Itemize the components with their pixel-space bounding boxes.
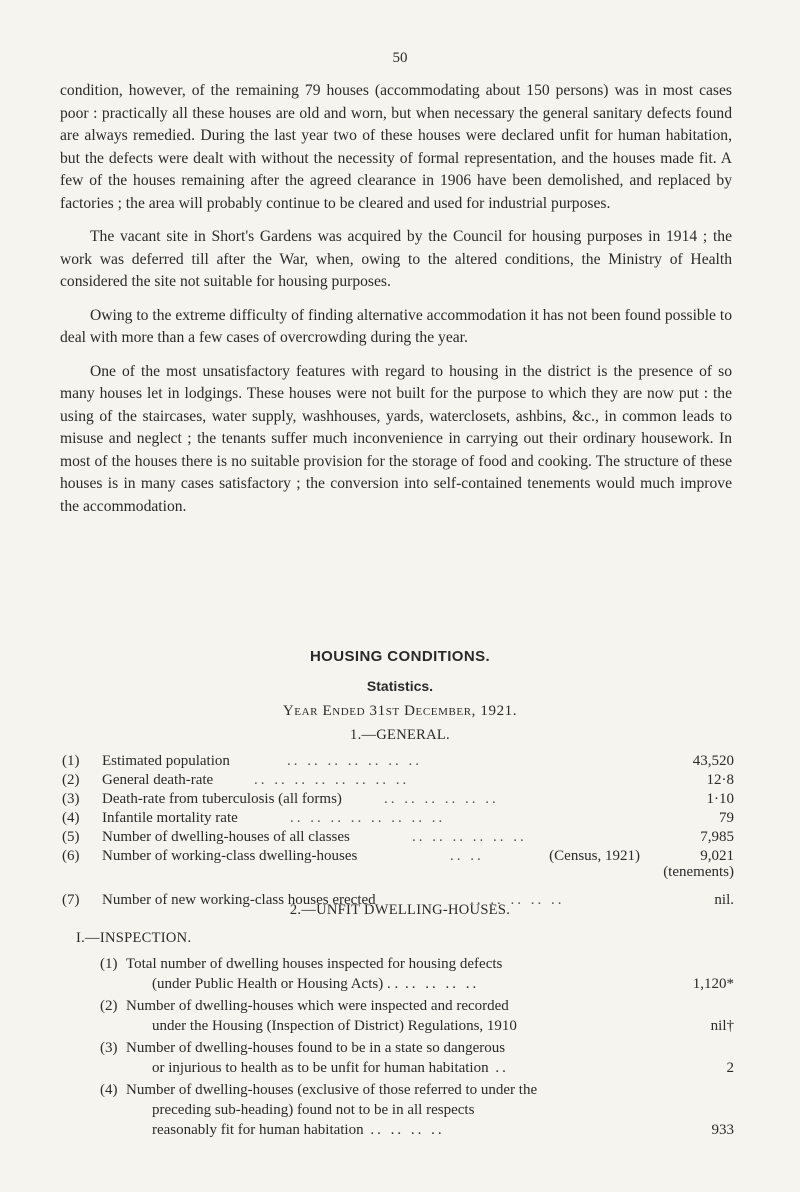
item-number: (3)	[100, 1040, 118, 1056]
item-number: (4)	[100, 1082, 118, 1098]
general-stats-table	[62, 752, 734, 910]
stat-row	[62, 828, 734, 847]
stat-value: 12·8	[706, 772, 734, 788]
inspection-item	[100, 1038, 734, 1078]
section-heading-unfit: 2.—UNFIT DWELLING-HOUSES.	[289, 902, 511, 918]
item-text: Number of dwelling-houses found to be in a state so dangerous	[126, 1040, 506, 1056]
stat-number: (3)	[62, 791, 80, 807]
stat-label: Number of new working-class houses erected	[102, 892, 376, 908]
leader-dots: .. .. .. .. .. ..	[412, 829, 527, 845]
item-text: reasonably fit for human habitation .. .. .. ..	[152, 1122, 445, 1138]
inspection-list	[100, 954, 734, 1142]
stat-row	[62, 847, 734, 866]
inspection-item	[100, 996, 734, 1036]
leader-dots: .. .. .. .. .. .. .. ..	[290, 810, 446, 826]
paragraph: One of the most unsatisfactory features with regard to housing in the district is the presence of so many houses let in lodgings. These houses were not built for the purpose to which they are now put : the using of the staircases, water supply, washhouses, yards, waterclosets, ashbins, &c., in common leads to misuse and neglect ; the tenants suffer much inconvenience in carrying out their ordinary housework. In most of the houses there is no suitable provision for the storage of food and cooking. The structure of these houses is in many cases satisfactory ; the conversion into self-contained tenements would much improve the accommodation.	[60, 362, 732, 515]
inspection-item	[100, 954, 734, 994]
stat-label: General death-rate	[102, 772, 214, 788]
stat-label: Death-rate from tuberculosis (all forms)	[102, 791, 342, 807]
stat-value: 9,021	[700, 848, 734, 864]
stat-census-note: (Census, 1921)	[549, 848, 640, 864]
stat-number: (1)	[62, 753, 80, 769]
stat-label: Number of dwelling-houses of all classes	[102, 829, 350, 845]
stat-value: 79	[719, 810, 734, 826]
stat-row	[62, 809, 734, 828]
year-heading: Year Ended 31st December, 1921.	[282, 703, 518, 719]
inspection-item	[100, 1080, 734, 1140]
main-heading: HOUSING CONDITIONS.	[309, 648, 491, 665]
item-number: (2)	[100, 998, 118, 1014]
stat-subnote	[62, 866, 734, 888]
stat-row	[62, 752, 734, 771]
item-text: (under Public Health or Housing Acts) . . .. .. .. ..	[152, 976, 480, 992]
leader-dots: .. .. .. .. .. .. .. ..	[254, 772, 410, 788]
stat-row	[62, 790, 734, 809]
item-value: 2	[726, 1060, 734, 1076]
stat-value: nil.	[714, 892, 734, 908]
stat-number: (2)	[62, 772, 80, 788]
stat-number: (5)	[62, 829, 80, 845]
leader-dots: .. .. .. .. .. ..	[384, 791, 499, 807]
item-text: Number of dwelling-houses (exclusive of those referred to under the	[126, 1082, 538, 1098]
leader-dots: .. .. .. .. .. .. ..	[287, 753, 422, 769]
paragraph: condition, however, of the remaining 79 houses (accommodating about 150 persons) was in most cases poor : practically all these houses are old and worn, but when necessary the general sanitary defects found are always remedied. During the last year two of these houses were declared unfit for human habitation, but the defects were dealt with without the necessity of formal representation, and the houses made fit. A few of the houses remaining after the agreed clearance in 1906 have been demolished, and replaced by factories ; the area will probably continue to be cleared and used for industrial purposes.	[60, 82, 732, 212]
stat-value: 43,520	[692, 753, 734, 769]
stat-label: Estimated population	[102, 753, 230, 769]
item-text: Number of dwelling-houses which were inspected and recorded	[126, 998, 509, 1014]
item-value: nil†	[710, 1018, 734, 1034]
stat-label: Infantile mortality rate	[102, 810, 238, 826]
stat-label: Number of working-class dwelling-houses	[102, 848, 358, 864]
item-text: or injurious to health as to be unfit for human habitation ..	[152, 1060, 509, 1076]
stat-row	[62, 771, 734, 790]
stat-number: (4)	[62, 810, 80, 826]
item-text: under the Housing (Inspection of District) Regulations, 1910	[152, 1018, 517, 1034]
leader-dots: .. ..	[450, 848, 484, 864]
item-value: 1,120*	[692, 976, 734, 992]
paragraph: Owing to the extreme difficulty of finding alternative accommodation it has not been found possible to deal with more than a few cases of overcrowding during the year.	[60, 306, 732, 346]
item-number: (1)	[100, 956, 118, 972]
page-number: 50	[392, 50, 408, 66]
section-heading-general: 1.—GENERAL.	[350, 727, 450, 743]
sub-heading: Statistics.	[366, 678, 434, 694]
item-text: Total number of dwelling houses inspected for housing defects	[126, 956, 503, 972]
body-text	[60, 80, 732, 529]
inspection-heading: I.—INSPECTION.	[76, 930, 192, 946]
stat-number: (7)	[62, 892, 80, 908]
item-value: 933	[711, 1122, 734, 1138]
leader-dots: .. .. .. .. ..	[470, 892, 565, 908]
paragraph: The vacant site in Short's Gardens was acquired by the Council for housing purposes in 1914 ; the work was deferred till after the War, when, owing to the altered conditions, the Ministry of Health considered the site not suitable for housing purposes.	[60, 228, 732, 290]
stat-value: 1·10	[706, 791, 734, 807]
stat-unit-note: (tenements)	[663, 864, 734, 880]
item-text: preceding sub-heading) found not to be in all respects	[152, 1102, 475, 1118]
stat-number: (6)	[62, 848, 80, 864]
stat-value: 7,985	[700, 829, 734, 845]
